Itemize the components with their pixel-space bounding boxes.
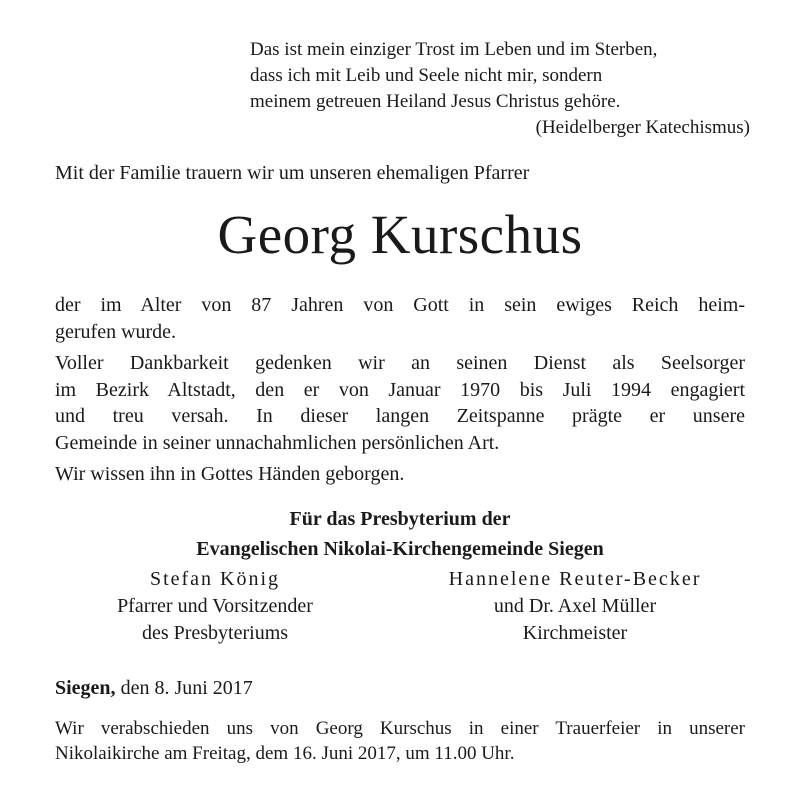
body-line: im Bezirk Altstadt, den er von Januar 1970 bis Juli 1994 engagiert xyxy=(55,378,745,401)
signer-role: Pfarrer und Vorsitzender xyxy=(117,595,313,617)
signer-name: Stefan König xyxy=(149,568,281,590)
quote-line: dass ich mit Leib und Seele nicht mir, sondern xyxy=(250,65,603,86)
heading-line: Evangelischen Nikolai-Kirchengemeinde Siegen xyxy=(196,538,604,560)
signer-right xyxy=(410,566,740,647)
signer-name: Hannelene Reuter-Becker xyxy=(448,568,702,590)
signature-heading xyxy=(0,504,800,564)
signer-name-text: und Dr. Axel Müller xyxy=(493,595,657,617)
bible-quote xyxy=(250,37,750,141)
body-text xyxy=(55,292,745,488)
quote-line: meinem getreuen Heiland Jesus Christus gehöre. xyxy=(250,91,621,112)
funeral-line: Wir verabschieden uns von Georg Kurschus in einer Trauerfeier in unserer xyxy=(55,718,745,739)
place-date: den 8. Juni 2017 xyxy=(120,677,253,699)
body-line: der im Alter von 87 Jahren von Gott in sein ewiges Reich heim- xyxy=(55,294,745,316)
signer-role: des Presbyteriums xyxy=(141,622,289,644)
heading-line: Für das Presbyterium der xyxy=(289,508,511,530)
funeral-info xyxy=(55,716,745,766)
deceased-name: Georg Kurschus xyxy=(217,204,583,265)
signer-left xyxy=(50,566,380,647)
quote-source: (Heidelberger Katechismus) xyxy=(535,117,750,138)
funeral-line: Nikolaikirche am Freitag, dem 16. Juni 2017, um 11.00 Uhr. xyxy=(55,743,515,764)
quote-line: Das ist mein einziger Trost im Leben und im Sterben, xyxy=(250,39,658,60)
body-line: und treu versah. In dieser langen Zeitspanne prägte er unsere xyxy=(55,405,745,427)
body-paragraph xyxy=(55,461,745,488)
intro-text: Mit der Familie trauern wir um unseren ehemaligen Pfarrer xyxy=(55,162,530,184)
signer-role: Kirchmeister xyxy=(522,622,628,644)
body-line: Voller Dankbarkeit gedenken wir an seinen Dienst als Seelsorger xyxy=(55,352,745,374)
body-paragraph xyxy=(55,350,745,456)
place-and-date xyxy=(55,677,253,700)
signer-name xyxy=(410,593,740,620)
body-paragraph xyxy=(55,292,745,345)
body-line: Wir wissen ihn in Gottes Händen geborgen. xyxy=(55,463,405,485)
body-line: gerufen wurde. xyxy=(55,320,177,343)
body-line: Gemeinde in seiner unnachahmlichen persönlichen Art. xyxy=(55,431,500,454)
place-city: Siegen, xyxy=(55,677,116,699)
